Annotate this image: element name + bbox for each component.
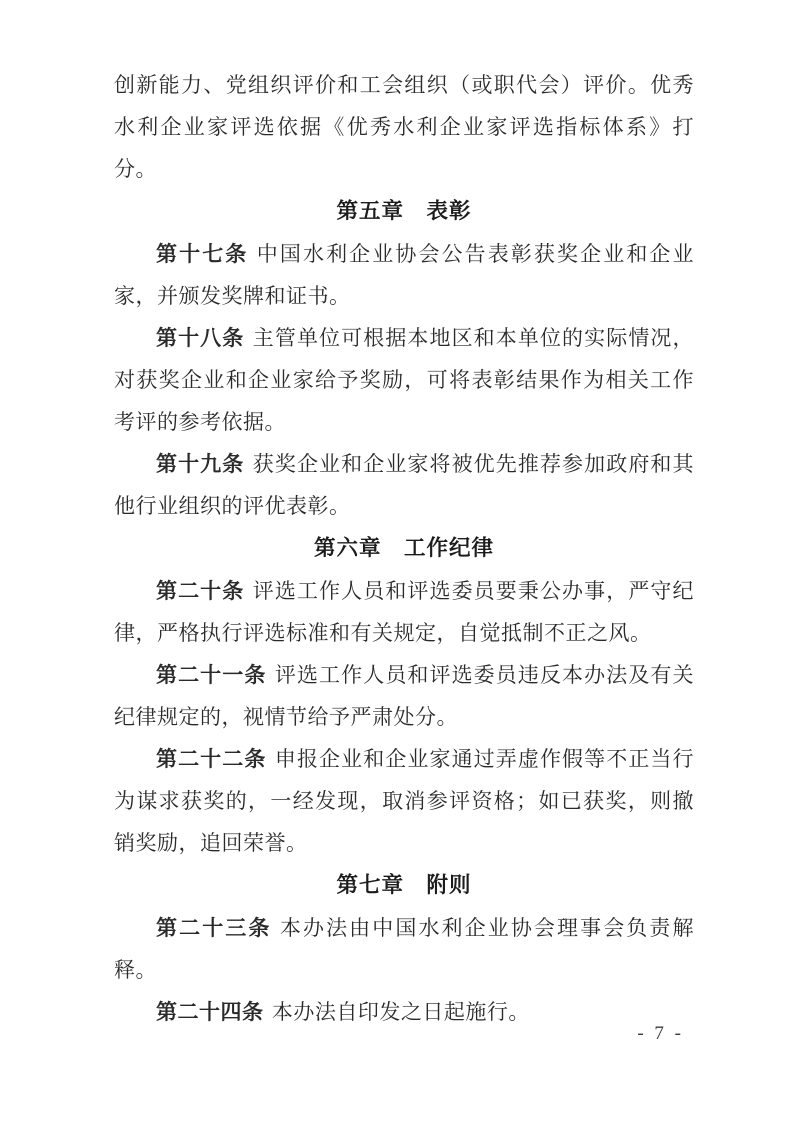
article-label: 第十九条 [156,452,245,476]
article-label: 第十七条 [156,242,249,266]
article-text: 本办法由中国水利企业协会理事会负责解释。 [114,916,695,982]
article-paragraph-20 [114,570,694,654]
article-paragraph-21 [114,654,694,738]
article-paragraph-19 [114,443,694,527]
article-text: 主管单位可根据本地区和本单位的实际情况，对获奖企业和企业家给予奖励，可将表彰结果作为相关工作考评的参考依据。 [114,326,695,434]
article-label: 第二十三条 [156,916,272,940]
article-paragraph-18 [114,317,694,443]
article-label: 第二十一条 [156,663,267,687]
chapter-heading-5: 第五章 表彰 [336,199,472,223]
continuation-paragraph: 创新能力、党组织评价和工会组织（或职代会）评价。优秀水利企业家评选依据《优秀水利企业家评选指标体系》打分。 [114,73,694,181]
chapter-heading-7: 第七章 附则 [336,873,472,897]
article-text: 评选工作人员和评选委员要秉公办事，严守纪律，严格执行评选标准和有关规定，自觉抵制不正之风。 [114,579,695,645]
article-text: 获奖企业和企业家将被优先推荐参加政府和其他行业组织的评优表彰。 [114,452,695,518]
article-label: 第二十条 [156,579,245,603]
chapter-heading-6: 第六章 工作纪律 [313,536,494,560]
article-paragraph-22 [114,738,694,864]
article-label: 第二十二条 [156,747,267,771]
article-label: 第二十四条 [156,1000,264,1024]
document-content [114,64,694,1033]
article-label: 第十八条 [156,326,245,350]
article-paragraph-24 [114,991,694,1033]
article-text: 评选工作人员和评选委员违反本办法及有关纪律规定的，视情节给予严肃处分。 [114,663,695,729]
article-paragraph-23 [114,907,694,991]
article-paragraph-17 [114,233,694,317]
page-number: - 7 - [637,1023,684,1044]
article-text: 中国水利企业协会公告表彰获奖企业和企业家，并颁发奖牌和证书。 [114,242,695,308]
article-text: 本办法自印发之日起施行。 [271,1000,530,1024]
article-text: 申报企业和企业家通过弄虚作假等不正当行为谋求获奖的，一经发现，取消参评资格；如已获奖，则撤销奖励，追回荣誉。 [114,747,695,855]
